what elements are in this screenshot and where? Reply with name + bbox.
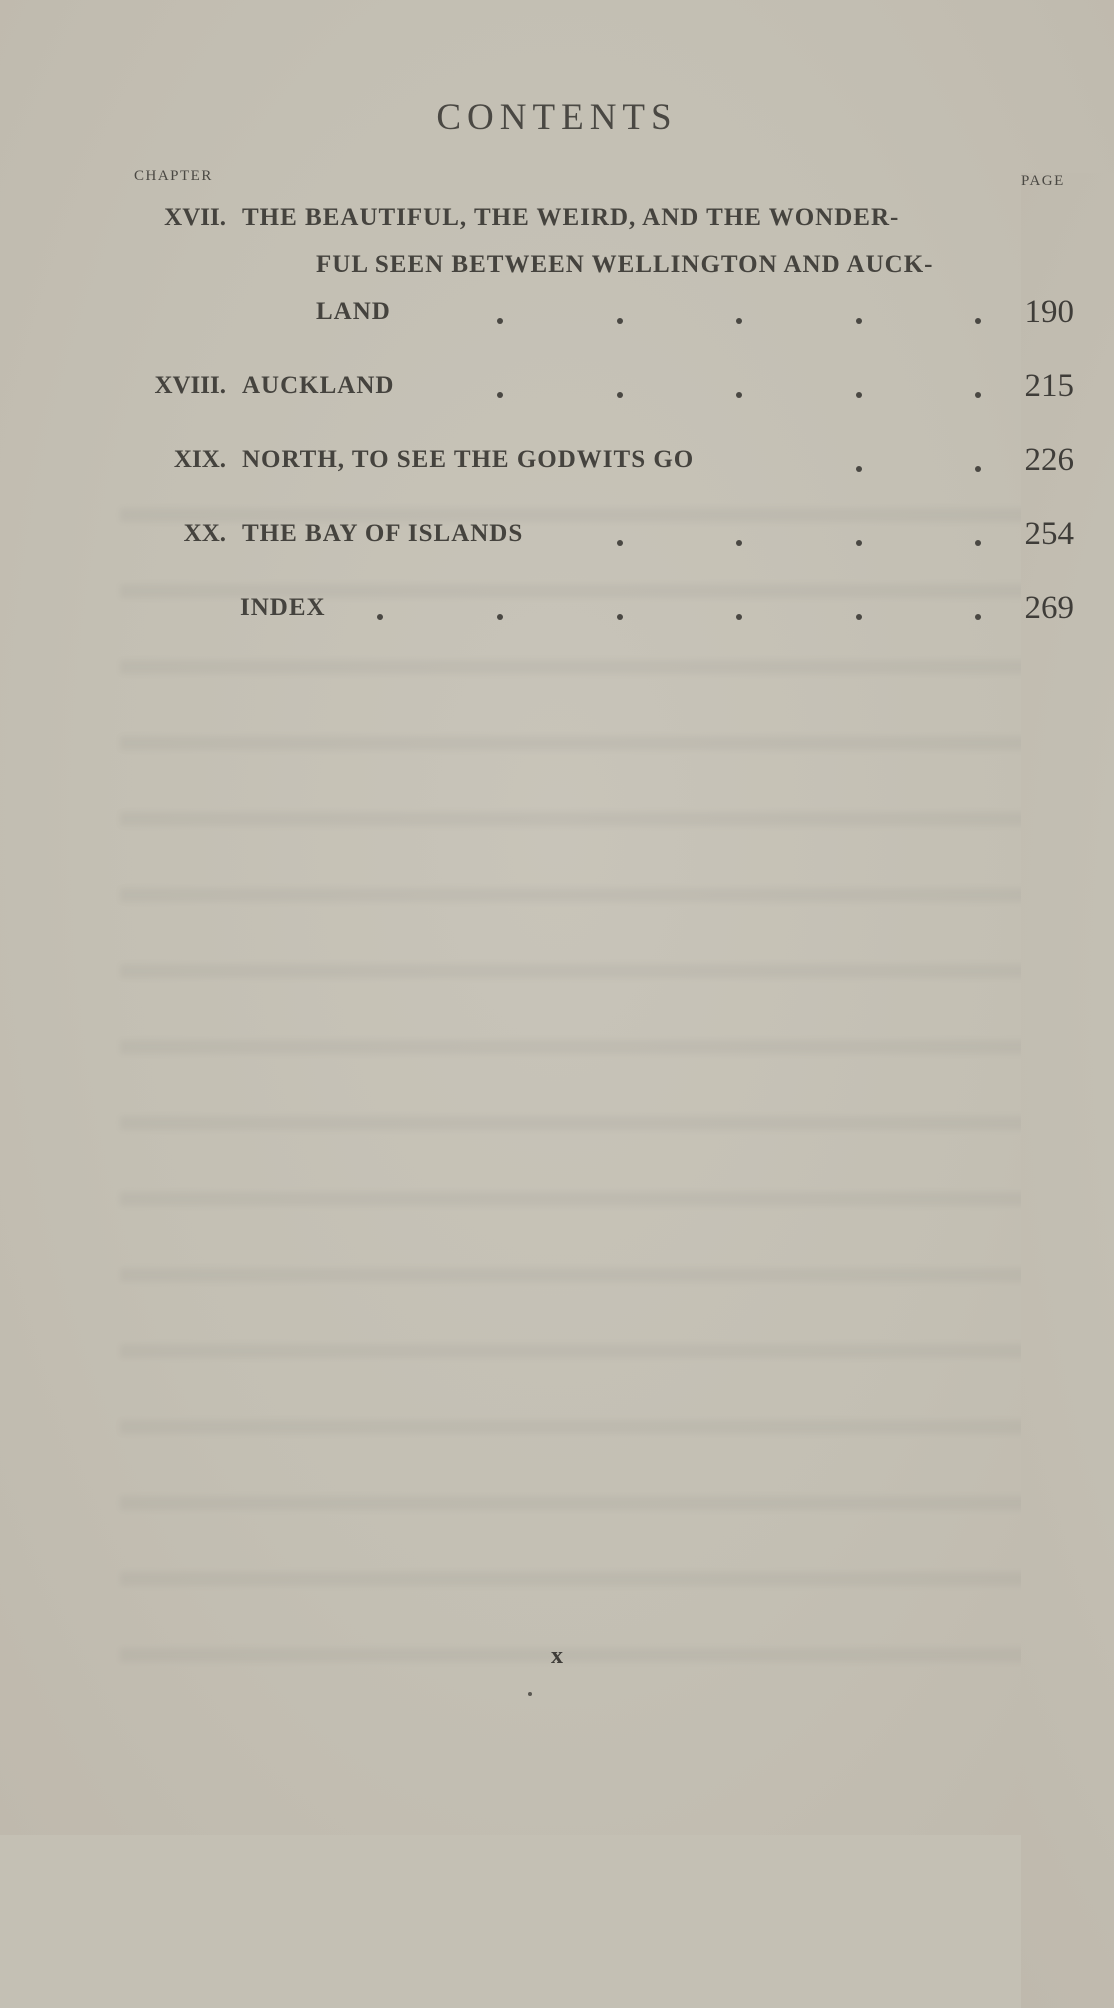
leader-dot bbox=[617, 392, 623, 398]
leader-dot bbox=[617, 540, 623, 546]
chapter-title-line: THE BAY OF ISLANDS bbox=[242, 520, 524, 547]
leader-dot bbox=[497, 614, 503, 620]
index-label: INDEX bbox=[240, 594, 326, 621]
leader-dot bbox=[736, 614, 742, 620]
chapter-title-line: THE BEAUTIFUL, THE WEIRD, AND THE WONDER- bbox=[242, 204, 900, 231]
chapter-title-line: FUL SEEN BETWEEN WELLINGTON AND AUCK- bbox=[316, 251, 934, 278]
paper-speck bbox=[528, 1692, 532, 1696]
page-number: 226 bbox=[1024, 442, 1074, 478]
page-number: 190 bbox=[1024, 294, 1074, 330]
leader-dot bbox=[856, 466, 862, 472]
chapter-column-label: CHAPTER bbox=[134, 168, 213, 184]
leader-dot bbox=[377, 614, 383, 620]
leader-dot bbox=[856, 540, 862, 546]
chapter-number: XIX. bbox=[173, 446, 226, 473]
chapter-title-line: NORTH, TO SEE THE GODWITS GO bbox=[242, 446, 695, 473]
leader-dot bbox=[856, 392, 862, 398]
leader-dot bbox=[617, 614, 623, 620]
leader-dot bbox=[497, 392, 503, 398]
leader-dot bbox=[856, 614, 862, 620]
chapter-number: XX. bbox=[183, 520, 226, 547]
chapter-number: XVII. bbox=[164, 204, 226, 231]
page-number: 215 bbox=[1024, 368, 1074, 404]
leader-dot bbox=[975, 540, 981, 546]
leader-dot bbox=[736, 392, 742, 398]
leader-dot bbox=[617, 318, 623, 324]
chapter-title-line: LAND bbox=[316, 298, 391, 325]
page-number: 269 bbox=[1024, 590, 1074, 626]
leader-dot bbox=[736, 540, 742, 546]
leader-dot bbox=[856, 318, 862, 324]
chapter-number: XVIII. bbox=[154, 372, 226, 399]
page-number: 254 bbox=[1024, 516, 1074, 552]
leader-dot bbox=[975, 466, 981, 472]
leader-dot bbox=[736, 318, 742, 324]
leader-dot bbox=[975, 318, 981, 324]
leader-dot bbox=[497, 318, 503, 324]
leader-dot bbox=[975, 392, 981, 398]
folio-page-number: x bbox=[551, 1643, 563, 1669]
chapter-title-line: AUCKLAND bbox=[242, 372, 395, 399]
show-through-texture bbox=[120, 470, 1040, 1710]
page-column-label: PAGE bbox=[1021, 173, 1114, 2008]
leader-dot bbox=[975, 614, 981, 620]
contents-heading: CONTENTS bbox=[436, 97, 678, 138]
